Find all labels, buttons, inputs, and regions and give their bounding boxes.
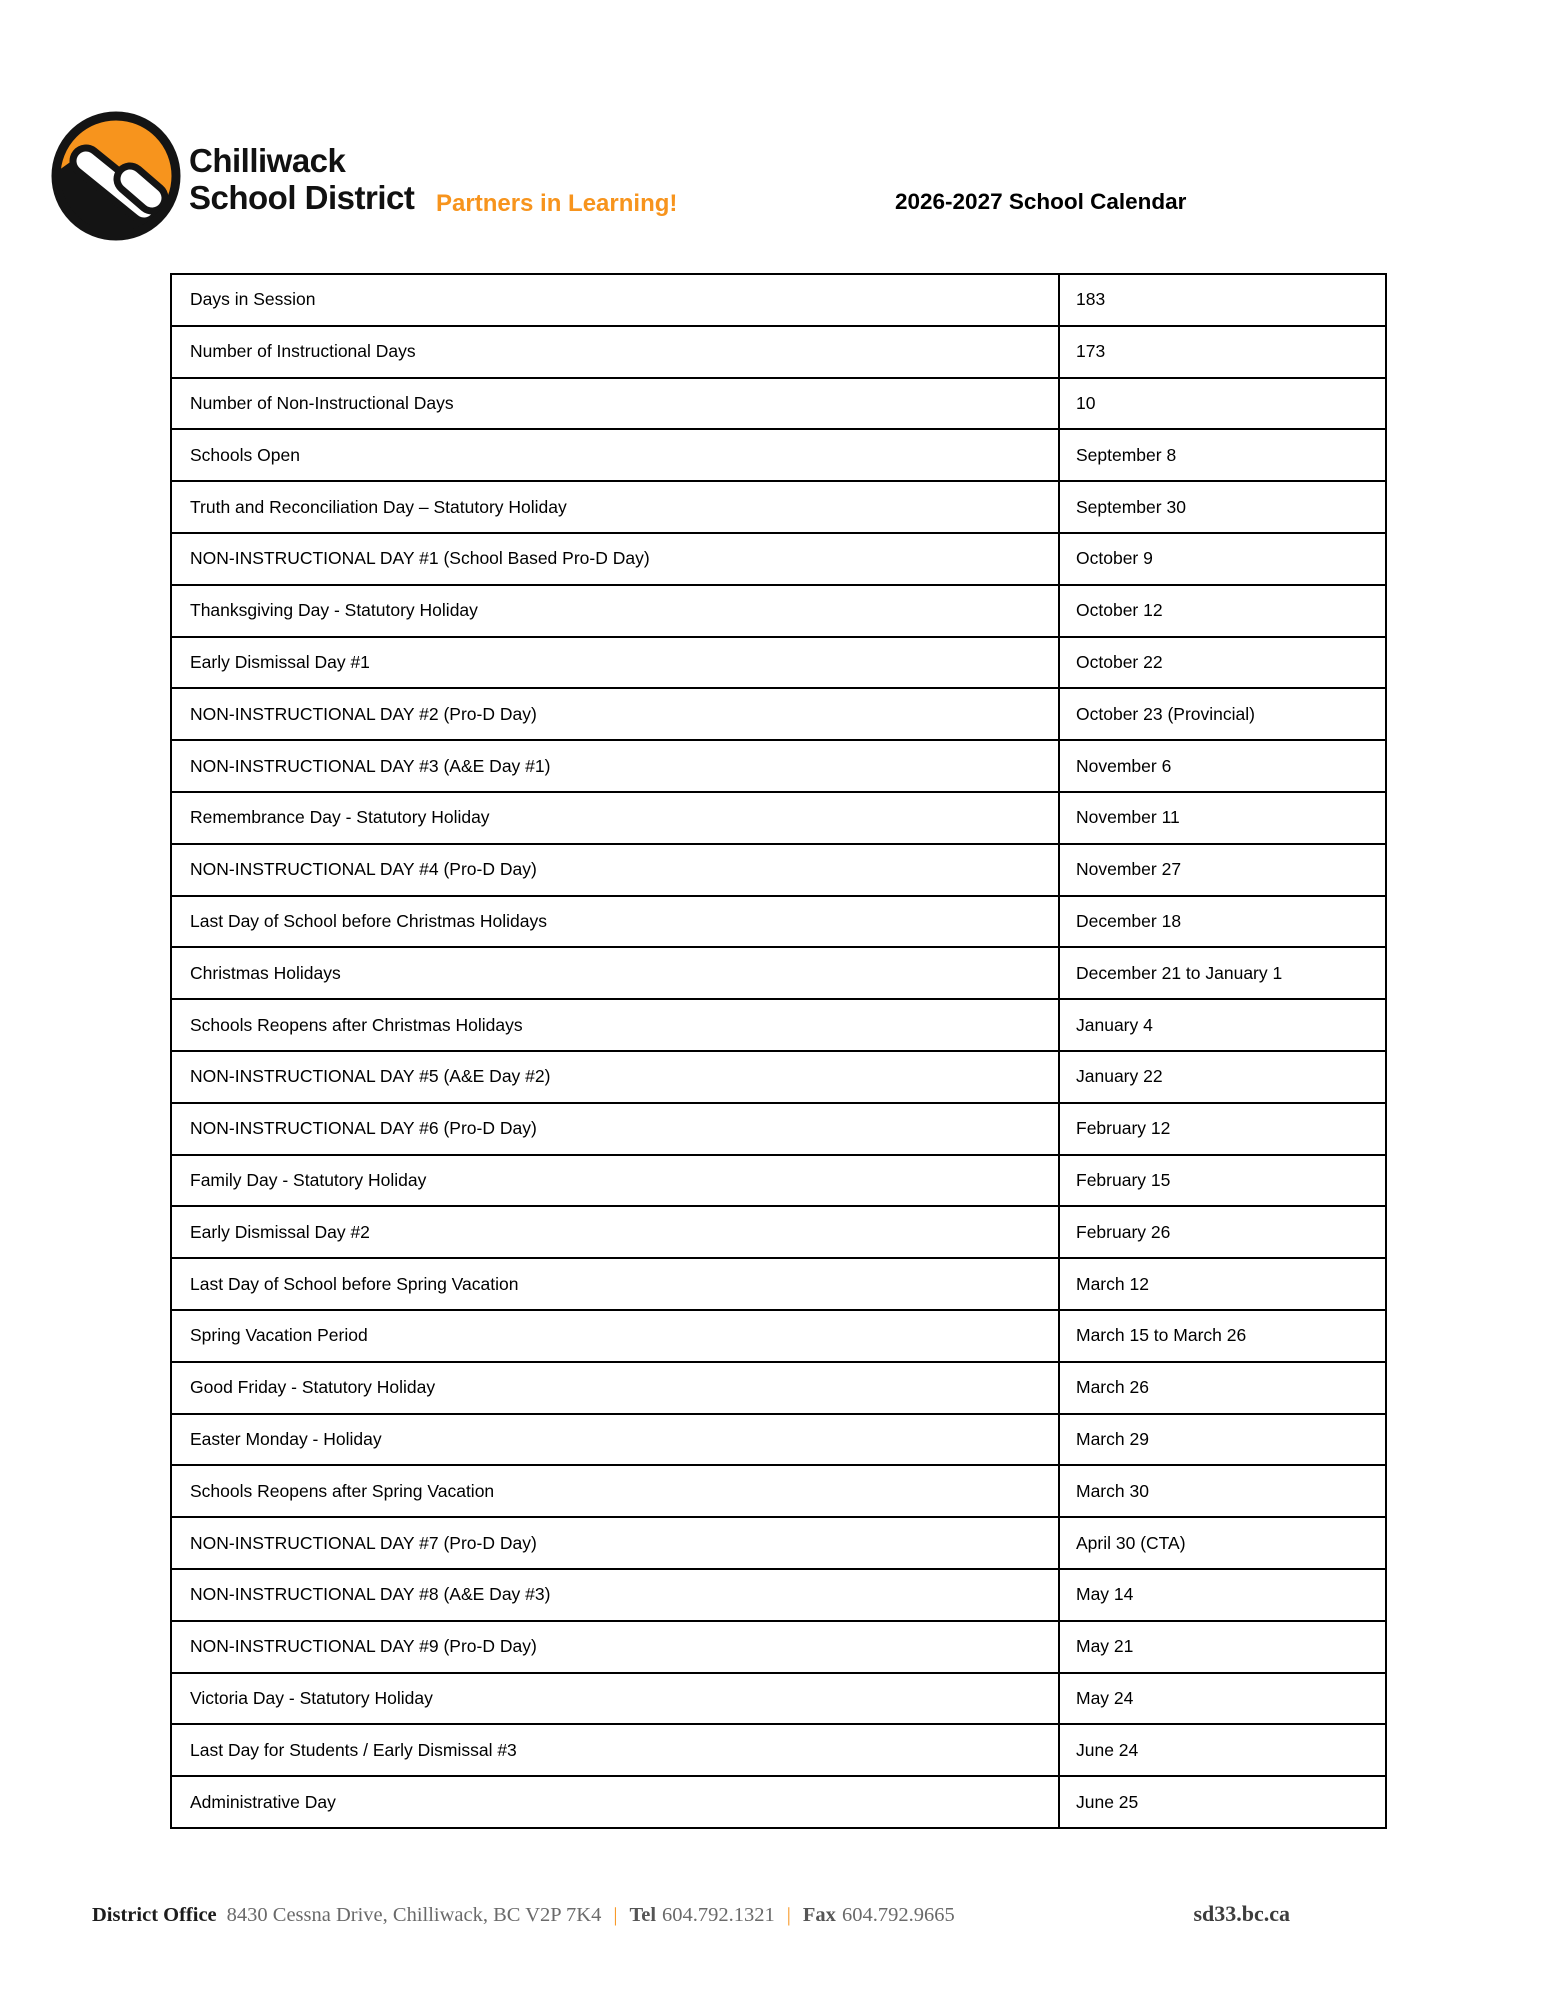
- event-cell: NON-INSTRUCTIONAL DAY #3 (A&E Day #1): [171, 740, 1059, 792]
- footer: [92, 1901, 1290, 1927]
- date-cell: January 22: [1059, 1051, 1386, 1103]
- event-cell: Last Day of School before Spring Vacation: [171, 1258, 1059, 1310]
- event-cell: Last Day of School before Christmas Holidays: [171, 896, 1059, 948]
- district-name: [189, 142, 414, 216]
- table-row: [171, 1724, 1386, 1776]
- fax-label: Fax: [802, 1904, 836, 1926]
- district-logo: [46, 106, 186, 246]
- date-cell: November 6: [1059, 740, 1386, 792]
- date-cell: October 23 (Provincial): [1059, 688, 1386, 740]
- table-row: [171, 585, 1386, 637]
- event-cell: Easter Monday - Holiday: [171, 1414, 1059, 1466]
- table-row: [171, 1310, 1386, 1362]
- date-cell: April 30 (CTA): [1059, 1517, 1386, 1569]
- event-cell: Number of Instructional Days: [171, 326, 1059, 378]
- table-row: [171, 1051, 1386, 1103]
- table-row: [171, 1673, 1386, 1725]
- date-cell: March 15 to March 26: [1059, 1310, 1386, 1362]
- table-row: [171, 1465, 1386, 1517]
- event-cell: NON-INSTRUCTIONAL DAY #6 (Pro-D Day): [171, 1103, 1059, 1155]
- date-cell: February 15: [1059, 1155, 1386, 1207]
- table-row: [171, 1155, 1386, 1207]
- table-row: [171, 1414, 1386, 1466]
- date-cell: 173: [1059, 326, 1386, 378]
- event-cell: Number of Non-Instructional Days: [171, 378, 1059, 430]
- date-cell: October 9: [1059, 533, 1386, 585]
- date-cell: March 12: [1059, 1258, 1386, 1310]
- website-link[interactable]: sd33.bc.ca: [1193, 1901, 1290, 1926]
- date-cell: March 29: [1059, 1414, 1386, 1466]
- district-address: 8430 Cessna Drive, Chilliwack, BC V2P 7K4: [226, 1904, 602, 1926]
- date-cell: November 27: [1059, 844, 1386, 896]
- table-row: [171, 1206, 1386, 1258]
- date-cell: September 30: [1059, 481, 1386, 533]
- date-cell: November 11: [1059, 792, 1386, 844]
- date-cell: September 8: [1059, 429, 1386, 481]
- table-row: [171, 378, 1386, 430]
- date-cell: June 25: [1059, 1776, 1386, 1828]
- date-cell: May 21: [1059, 1621, 1386, 1673]
- table-row: [171, 792, 1386, 844]
- date-cell: 183: [1059, 274, 1386, 326]
- district-name-line2: School District: [189, 179, 415, 216]
- event-cell: Early Dismissal Day #2: [171, 1206, 1059, 1258]
- tel-label: Tel: [629, 1904, 657, 1926]
- date-cell: March 26: [1059, 1362, 1386, 1414]
- date-cell: December 18: [1059, 896, 1386, 948]
- table-row: [171, 637, 1386, 689]
- event-cell: Schools Open: [171, 429, 1059, 481]
- date-cell: January 4: [1059, 999, 1386, 1051]
- event-cell: NON-INSTRUCTIONAL DAY #8 (A&E Day #3): [171, 1569, 1059, 1621]
- table-row: [171, 429, 1386, 481]
- date-cell: February 26: [1059, 1206, 1386, 1258]
- date-cell: May 24: [1059, 1673, 1386, 1725]
- page-title: 2026-2027 School Calendar: [895, 189, 1187, 214]
- table-row: [171, 274, 1386, 326]
- event-cell: NON-INSTRUCTIONAL DAY #2 (Pro-D Day): [171, 688, 1059, 740]
- district-name-line1: Chilliwack: [189, 142, 346, 179]
- table-row: [171, 896, 1386, 948]
- event-cell: Truth and Reconciliation Day – Statutory Holiday: [171, 481, 1059, 533]
- table-row: [171, 688, 1386, 740]
- date-cell: 10: [1059, 378, 1386, 430]
- calendar-table: [170, 273, 1387, 1829]
- date-cell: May 14: [1059, 1569, 1386, 1621]
- table-row: [171, 481, 1386, 533]
- table-row: [171, 1621, 1386, 1673]
- date-cell: June 24: [1059, 1724, 1386, 1776]
- event-cell: NON-INSTRUCTIONAL DAY #7 (Pro-D Day): [171, 1517, 1059, 1569]
- event-cell: Early Dismissal Day #1: [171, 637, 1059, 689]
- table-row: [171, 740, 1386, 792]
- date-cell: October 22: [1059, 637, 1386, 689]
- district-office-label: District Office: [92, 1904, 217, 1926]
- district-tagline: Partners in Learning!: [436, 190, 678, 217]
- footer-separator: |: [786, 1904, 791, 1926]
- table-row: [171, 1517, 1386, 1569]
- table-row: [171, 1776, 1386, 1828]
- event-cell: Schools Reopens after Spring Vacation: [171, 1465, 1059, 1517]
- event-cell: Christmas Holidays: [171, 947, 1059, 999]
- fax-number: 604.792.9665: [841, 1904, 955, 1926]
- event-cell: NON-INSTRUCTIONAL DAY #1 (School Based Pro-D Day): [171, 533, 1059, 585]
- table-row: [171, 1569, 1386, 1621]
- table-row: [171, 844, 1386, 896]
- event-cell: NON-INSTRUCTIONAL DAY #4 (Pro-D Day): [171, 844, 1059, 896]
- event-cell: Days in Session: [171, 274, 1059, 326]
- footer-separator: |: [613, 1904, 618, 1926]
- mountain-circle-logo-icon: [46, 106, 186, 246]
- event-cell: NON-INSTRUCTIONAL DAY #5 (A&E Day #2): [171, 1051, 1059, 1103]
- table-row: [171, 533, 1386, 585]
- table-row: [171, 326, 1386, 378]
- event-cell: NON-INSTRUCTIONAL DAY #9 (Pro-D Day): [171, 1621, 1059, 1673]
- table-row: [171, 1103, 1386, 1155]
- date-cell: December 21 to January 1: [1059, 947, 1386, 999]
- event-cell: Remembrance Day - Statutory Holiday: [171, 792, 1059, 844]
- event-cell: Spring Vacation Period: [171, 1310, 1059, 1362]
- event-cell: Last Day for Students / Early Dismissal #3: [171, 1724, 1059, 1776]
- date-cell: February 12: [1059, 1103, 1386, 1155]
- date-cell: March 30: [1059, 1465, 1386, 1517]
- date-cell: October 12: [1059, 585, 1386, 637]
- event-cell: Good Friday - Statutory Holiday: [171, 1362, 1059, 1414]
- event-cell: Administrative Day: [171, 1776, 1059, 1828]
- table-row: [171, 1362, 1386, 1414]
- table-row: [171, 1258, 1386, 1310]
- event-cell: Schools Reopens after Christmas Holidays: [171, 999, 1059, 1051]
- table-row: [171, 947, 1386, 999]
- tel-number: 604.792.1321: [662, 1904, 775, 1926]
- event-cell: Thanksgiving Day - Statutory Holiday: [171, 585, 1059, 637]
- event-cell: Victoria Day - Statutory Holiday: [171, 1673, 1059, 1725]
- event-cell: Family Day - Statutory Holiday: [171, 1155, 1059, 1207]
- table-row: [171, 999, 1386, 1051]
